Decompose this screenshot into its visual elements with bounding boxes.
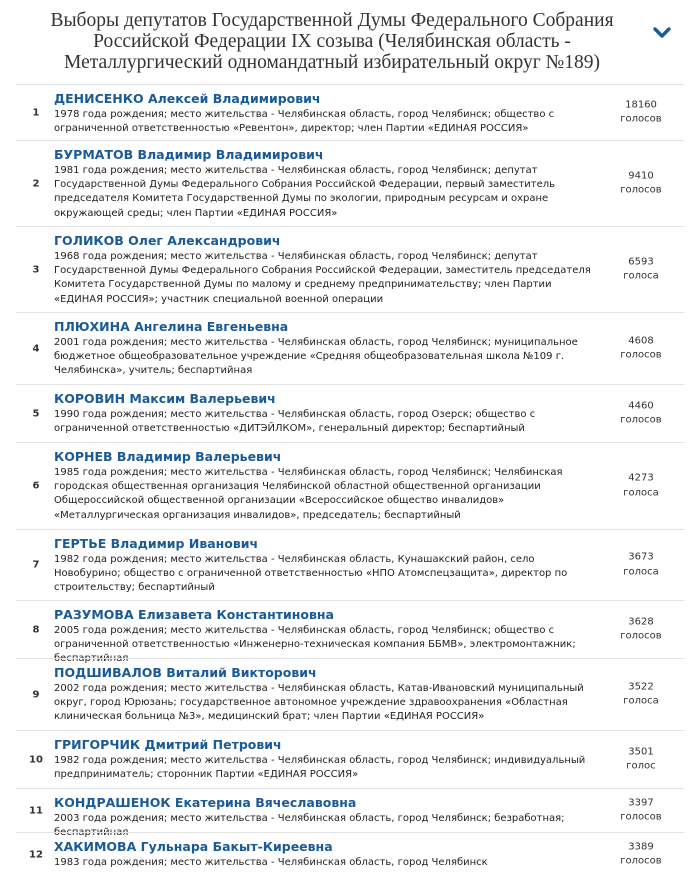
candidate-row [16, 312, 684, 384]
candidate-number: 9 [32, 689, 40, 700]
votes-count: 3522 [628, 681, 654, 692]
candidate-description: 2005 года рождения; место жительства - Челябинская область, город Челябинск; общество с ограниченной ответственностью «Инженерно-техническая компания ББМВ», электромонтажник; беспартийная [54, 625, 576, 665]
votes-count: 4273 [628, 472, 654, 484]
candidate-description: 1983 года рождения; место жительства - Челябинская область, город Челябинск [54, 857, 488, 868]
votes-word: голосов [620, 184, 662, 196]
votes-count: 3628 [628, 616, 654, 627]
page-title: Выборы депутатов Государственной Думы Федерального Собрания Российской Федерации IX созыва (Челябинская область - Металлургический одномандатный избирательный округ №189) [50, 10, 614, 73]
votes-word: голосов [620, 855, 662, 867]
page-header [0, 0, 700, 84]
chevron-down-icon[interactable] [648, 20, 676, 46]
candidate-name-link[interactable]: ГОЛИКОВ Олег Александрович [54, 233, 281, 248]
votes-word: голоса [623, 566, 659, 577]
candidate-row [16, 600, 684, 665]
candidate-votes [606, 615, 676, 644]
votes-word: голосов [620, 630, 662, 642]
candidate-row [16, 384, 684, 442]
candidate-description: 1968 года рождения; место жительства - Челябинская область, город Челябинск; депутат Государственной Думы Федерального Собрания Российской Федерации, заместитель председателя Комитета Государственной Думы по малому и среднему предпринимательству; член Партии «ЕДИНАЯ РОССИЯ»; участник специальной военной операции [54, 251, 591, 305]
candidate-votes [606, 255, 676, 284]
candidate-name-link[interactable]: ПЛЮХИНА Ангелина Евгеньевна [54, 319, 289, 334]
votes-count: 4460 [628, 400, 654, 411]
candidate-row [16, 832, 684, 876]
votes-word: голосов [620, 811, 662, 823]
candidate-votes [606, 680, 676, 709]
candidate-description: 1982 года рождения; место жительства - Челябинская область, город Челябинск; индивидуальный предприниматель; сторонник Партии «ЕДИНАЯ РОССИЯ» [54, 755, 586, 781]
votes-count: 3673 [628, 551, 654, 563]
candidate-name-link[interactable]: КОРОВИН Максим Валерьевич [54, 391, 276, 406]
candidate-row [16, 730, 684, 788]
candidate-description: 1981 года рождения; место жительства - Челябинская область, город Челябинск; депутат Государственной Думы Федерального Собрания Российской Федерации, первый заместитель председателя Комитета Государственной Думы по экологии, природным ресурсам и охране окружающей среды; член Партии «ЕДИНАЯ РОССИЯ» [54, 165, 556, 219]
candidate-votes [606, 169, 676, 198]
candidate-number: 1 [32, 107, 40, 118]
votes-word: голосов [620, 349, 662, 361]
candidate-number: 8 [32, 624, 40, 635]
candidate-description: 2002 года рождения; место жительства - Челябинская область, Катав-Ивановский муниципальный округ, город Юрюзань; государственное автономное учреждение здравоохранения «Областная клиническая больница №3», медицинский брат; член Партии «ЕДИНАЯ РОССИЯ» [54, 683, 584, 723]
votes-word: голоса [623, 270, 659, 282]
candidate-votes [606, 472, 676, 501]
candidate-votes [606, 399, 676, 428]
candidate-description: 1978 года рождения; место жительства - Челябинская область, город Челябинск; общество с ограниченной ответственностью «Ревентон», директор; член Партии «ЕДИНАЯ РОССИЯ» [54, 109, 555, 135]
candidate-description: 2001 года рождения; место жительства - Челябинская область, город Челябинск; муниципальное бюджетное общеобразовательное учреждение «Средняя общеобразовательная школа №109 г. Челябинска», учитель; беспартийная [54, 337, 578, 377]
candidate-number: 11 [29, 805, 43, 816]
candidate-name-link[interactable]: РАЗУМОВА Елизавета Константиновна [54, 607, 334, 622]
candidate-name-link[interactable]: ПОДШИВАЛОВ Виталий Викторович [54, 665, 317, 680]
candidate-number: 10 [29, 754, 43, 765]
votes-word: голос [626, 760, 656, 772]
candidate-row [16, 226, 684, 312]
candidate-name-link[interactable]: ДЕНИСЕНКО Алексей Владимирович [54, 91, 321, 106]
candidate-row [16, 442, 684, 529]
votes-word: голоса [623, 695, 659, 707]
votes-word: голосов [620, 414, 662, 426]
candidate-number: 4 [32, 343, 40, 354]
candidate-row [16, 658, 684, 730]
candidate-name-link[interactable]: КОРНЕВ Владимир Валерьевич [54, 449, 282, 464]
votes-word: голосов [620, 113, 662, 125]
votes-count: 6593 [628, 256, 654, 267]
candidate-votes [606, 334, 676, 363]
votes-count: 3501 [628, 746, 654, 757]
candidate-description: 1990 года рождения; место жительства - Челябинская область, город Озерск; общество с ограниченной ответственностью «ДИТЭЙЛКОМ», генеральный директор; беспартийный [54, 409, 536, 435]
candidate-number: 5 [32, 408, 40, 419]
candidate-votes [606, 745, 676, 774]
votes-count: 3389 [628, 841, 654, 852]
candidate-number: 6 [32, 480, 40, 492]
candidate-row [16, 84, 684, 140]
candidate-votes [606, 98, 676, 127]
votes-count: 9410 [628, 170, 654, 181]
candidate-number: 3 [32, 264, 40, 275]
candidate-row [16, 529, 684, 600]
candidate-description: 2003 года рождения; место жительства - Челябинская область, город Челябинск; безработная; беспартийная [54, 813, 565, 839]
candidate-votes [606, 551, 676, 580]
candidate-name-link[interactable]: ХАКИМОВА Гульнара Бакыт-Киреевна [54, 839, 333, 854]
candidate-name-link[interactable]: КОНДРАШЕНОК Екатерина Вячеславовна [54, 795, 357, 810]
candidate-description: 1985 года рождения; место жительства - Челябинская область, город Челябинск; Челябинская городская общественная организация Челябинской областной общественной организации Общероссийской общественной организации «Всероссийское общество инвалидов» «Металлургическая организация инвалидов», председатель; беспартийный [54, 467, 563, 521]
votes-count: 18160 [625, 99, 657, 110]
candidate-number: 12 [29, 849, 43, 860]
votes-word: голоса [623, 487, 659, 498]
candidate-number: 2 [32, 178, 40, 189]
candidate-name-link[interactable]: ГЕРТЬЕ Владимир Иванович [54, 536, 259, 551]
candidate-name-link[interactable]: БУРМАТОВ Владимир Владимирович [54, 147, 324, 162]
votes-count: 4608 [628, 335, 654, 346]
candidate-number: 7 [32, 559, 40, 571]
candidate-votes [606, 796, 676, 825]
candidates-list [16, 84, 684, 876]
candidate-description: 1982 года рождения; место жительства - Челябинская область, Кунашакский район, село Новобурино; общество с ограниченной ответственностью «НПО Атомспецзащита», директор по строительству; беспартийный [54, 554, 568, 594]
votes-count: 3397 [628, 797, 654, 808]
candidate-name-link[interactable]: ГРИГОРЧИК Дмитрий Петрович [54, 737, 282, 752]
candidate-row [16, 140, 684, 226]
candidate-votes [606, 840, 676, 869]
candidate-row [16, 788, 684, 839]
